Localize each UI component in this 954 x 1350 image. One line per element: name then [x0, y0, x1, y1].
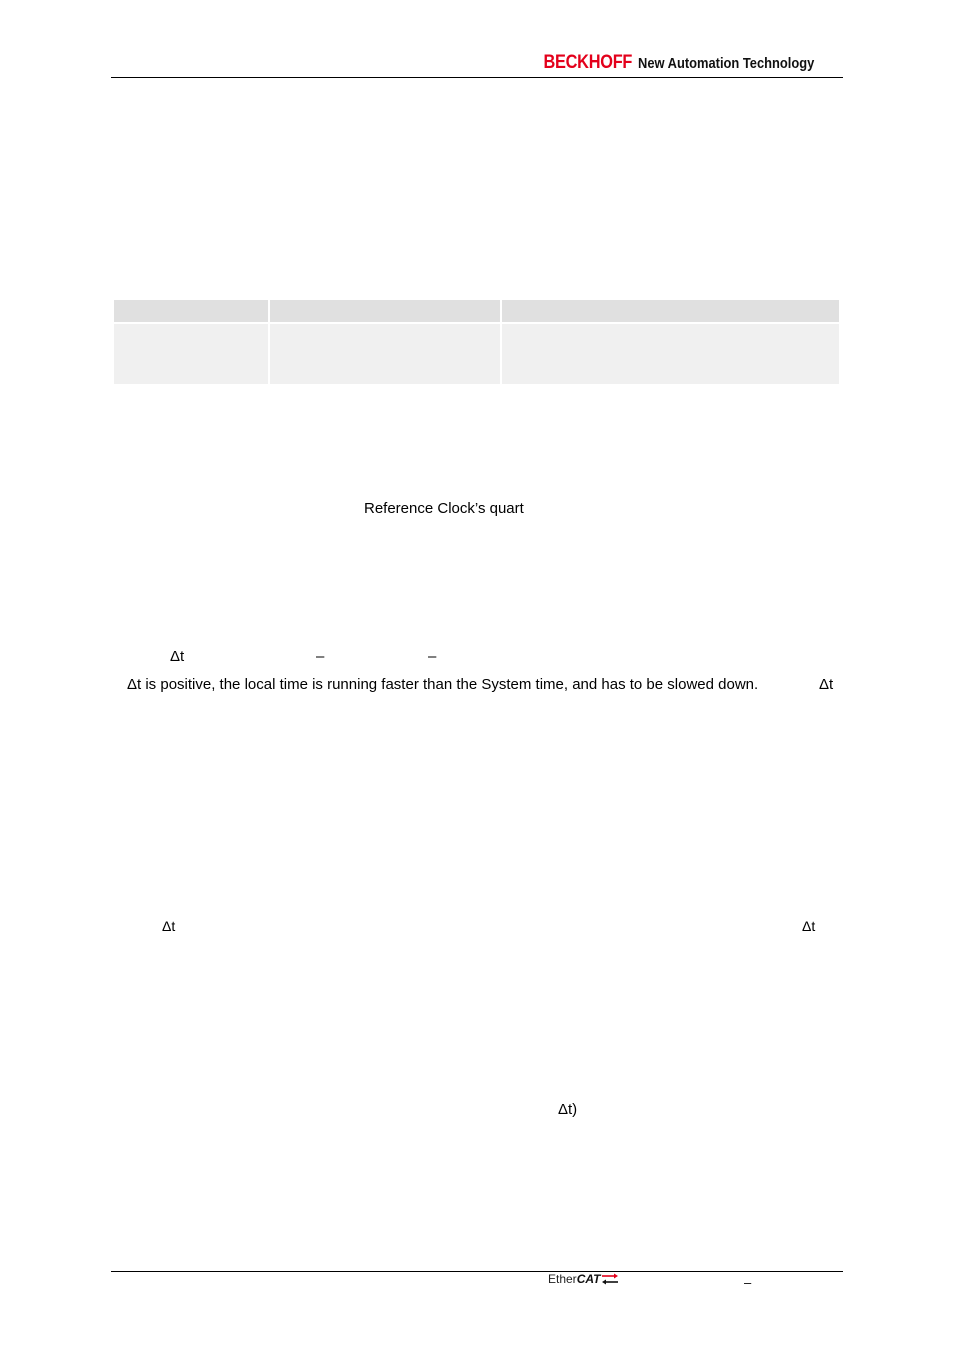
table-header-cell [114, 300, 268, 322]
brand-logo [529, 52, 843, 74]
table-header-cell [268, 300, 500, 322]
minus-sign: – [316, 648, 325, 665]
delta-t-symbol: Δt [802, 918, 816, 934]
table-header-cell [500, 300, 839, 322]
brand-name: BECKHOFF [543, 52, 632, 73]
table-header-row [114, 300, 839, 322]
delta-t-symbol: Δt [162, 918, 176, 934]
table-row [114, 322, 839, 384]
footer-dash: – [744, 1275, 752, 1290]
table-cell [500, 322, 839, 384]
table-cell [268, 322, 500, 384]
minus-sign: – [428, 648, 437, 665]
header-rule [111, 77, 843, 78]
brand-tagline: New Automation Technology [638, 55, 815, 72]
ethercat-arrows-icon [601, 1273, 619, 1285]
ethercat-logo-ether: Ether [548, 1272, 577, 1286]
positive-delta-sentence: Δt is positive, the local time is running faster than the System time, and has to be slowed down. [127, 676, 759, 693]
ethercat-logo-cat: CAT [576, 1272, 601, 1286]
delta-t-symbol: Δt [170, 648, 185, 665]
footer-rule [111, 1271, 843, 1272]
delta-t-paren: Δt) [558, 1101, 578, 1118]
ethercat-logo [548, 1272, 619, 1286]
reference-clock-text: Reference Clock’s quart [364, 500, 524, 517]
delta-t-symbol: Δt [819, 676, 834, 693]
register-table [114, 300, 839, 384]
table-cell [114, 322, 268, 384]
